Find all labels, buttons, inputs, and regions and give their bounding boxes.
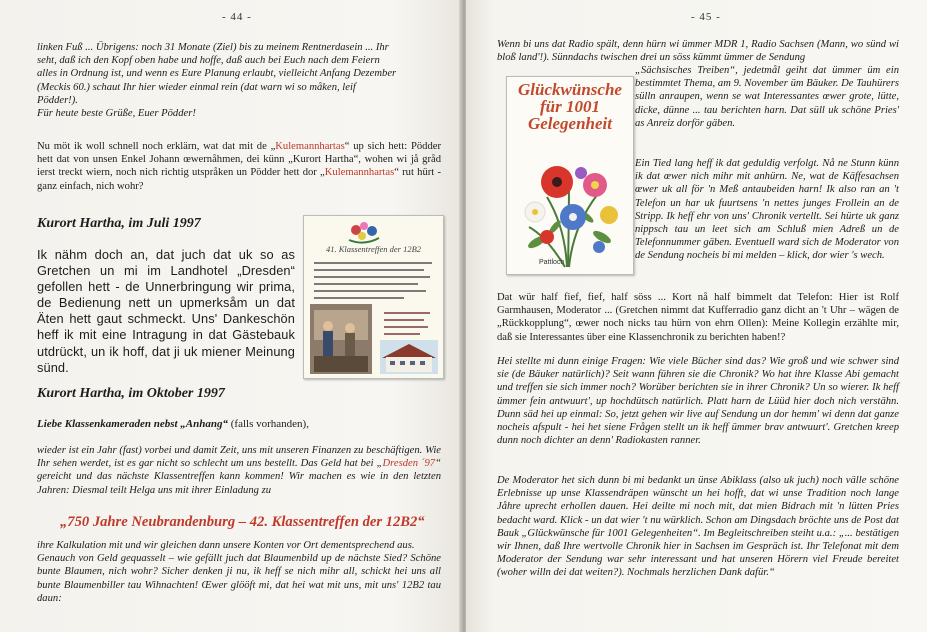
klassentreffen-photo [303,215,444,379]
intro-letter [37,41,441,120]
text-run: “ rut hürt - ganz einfach, nich wohr? [37,167,441,192]
letter-line: alles in Ordnung ist, und wenn es Eure Planung erlaubt, vielleicht Anfang Dezember [37,68,397,80]
page-number: - 45 - [691,11,721,23]
ending-paragraph: De Moderator het sich dunn bi mi bedankt un ünse Abiklass (also uk juch) noch välle schöne Erlebnisse up unse Klassendräpen wünscht un hei hofft, dat wi unse Tradition noch lange Jåhre uprecht erhollen dauen. Hei deilte mi noch mit, dat mien Bidrach mit 'n lütten Pries bedacht ward. Klick - un dat wier 't nu würklich. Schon am Dingsdach bröchte uns de Post dat Bauk „Glückwünsche für 1001 Gelegenheiten“. Im Begleitschreiben steiht u.a.: „... bestätigen wir Ihnen, daß Ihre wertvolle Chronik hier in Sachsen im Gespräch ist. Ihr Telefonat mit dem Moderator der Sendung war sehr interessant und hat unseren Hörern viel Freude bereitet (woher willn dei dat weiten?). Nochmals herzlichen Dank dafür.“ [497,475,899,579]
opening-paragraph: Wenn bi uns dat Radio spält, denn hürn wi ümmer MDR 1, Radio Sachsen (Mann, wo sünd wi bloß land'!). Sünndachs twischen drei un söss kümmt ümmer de Sendung [497,39,899,64]
phone-paragraph: Ein Tied lang heff ik dat geduldig verfolgt. Nå ne Stunn künn ik dat œwer nich mihr mit anhürn. Ne, wat de Käffesachsen œwer uk all för 'n Meß antaubeiden harn! Ik also ran an 't Telefon un har uk fuurtsens 'n nettes junges Frollein an de Stripp. Ik heff ehr von uns' Chronik vertellt. Sei hürte uk ganz nippsch tau un leet sich am Schluß mien Adreß un de Telefonnummer gäben. Eventuell ward sich de Moderator von de Sendung nocheis bi mi melden – klick, dor wier 's wech. [635,158,899,262]
book-title [507,81,633,132]
letter-line: linken Fuß ... Übrigens: noch 31 Monate (Ziel) bis zu meinem Rentnerdasein ... Ihr [37,42,389,53]
left-page [0,0,462,632]
text-run: “ gereicht und das nächste Klassentreffen kann kommen! Wir machen es wie in den letzten Jahren: Diesmal teilt Helga uns mit ihrer Einladung zu [37,458,441,496]
july-paragraph: Ik nähm doch an, dat juch dat uk so as Gretchen un mi im Landhotel „Dresden“ gefollen hett - de Unnerbringung wir prima, de Bedienung nett un upmerksåm un dat Äten hett gaut schmeckt. Uns' Dankeschön heff ik mit eine Intragung in dat Gästebauk utdrückt, un ik hoff, dat ji uk miener Meinung sünd. [37,247,295,375]
highlighted-word: Kulemannhartas [324,167,395,179]
explain-paragraph [37,140,441,193]
greeting-bold: Liebe Klassenkameraden nebst „Anhang“ [37,418,228,430]
book-cover [506,76,634,275]
call-paragraph: Dat wür half fief, fief, half söss ... Kort nå half bimmelt dat Telefon: Hier ist Rolf Garmhausen, Moderator ... (Gretchen nimmt dat Kufferradio ganz dicht an 't Uhr – wägen de „Rückkopplung“, œwer noch nicks tau hürn von ehrn Ollen): Meine Kollegin erzählte mir, daß sie Interessantes über eine Klassenchronik zu berichten haben!? [497,292,899,343]
interview-paragraph: Hei stellte mi dunn einige Fragen: Wie viele Bücher sind das? Wie groß und wie schwer sind sie (de Bäuker natürlich)? Seit wann führen sie die Chronik? Wo hat ihre Klasse Abi gemacht und treffen sie sich immer noch? Worüber berichten sie in ihrer Chronik? Un so wierer. Ik heff ümmer fein antwuurt', up hochdütsch natürlich. Platt harn de Lüüd hier doch nich verstähn. Dunn säd hei up einmal: So, jetzt gehen wir live auf Sendung un dor hemm' wi denn dat ganze nocheis afspult - hei het siene Frågen stellt un ik heff ümmer brav antwuurt'. Gretchen kreep dunn noch dichter an denn' Radiokasten ranner. [497,356,899,447]
letter-line: (Meckis 60.) schaut Ihr hier wieder einmal rein (dat warn wi so måken, leif [37,81,356,93]
letter-line: Pödder!). [37,94,78,106]
page-number: - 44 - [222,11,252,23]
book-title-line: Gelegenheit [527,114,613,133]
letter-line: seht, daß ich den Kopf oben habe und hoffe, daß auch bei Euch nach dem Feiern [37,55,380,67]
letter-signoff: Für heute beste Grüße, Euer Pödder! [37,108,196,120]
closing-paragraph [37,539,441,605]
sendung-paragraph: „Sächsisches Treiben“, jedetmål geiht dat ümmer üm ein bestimmtet Thema, am 9. November üm Bäuker. De Tauhürers sülln anraupen, wenn se wat Interessantes œwer grote, lütte, dicke, dünne ... tau berichten harn. Dat süll uk schöne Pries' as Anreiz dorför gäben. [635,65,899,129]
october-paragraph [37,444,441,497]
greeting-rest: (falls vorhanden), [228,418,309,430]
text-run: Nu möt ik woll schnell noch erklärn, wat dat mit de „ [37,141,276,152]
book-title-line: für 1001 [540,97,600,116]
book-title-line: Glückwünsche [518,80,622,99]
book-publisher: Pattloch [539,259,565,266]
text-run: wieder ist ein Jahr (fast) vorbei und damit Zeit, uns mit unseren Finanzen zu beschäftigen. Wie Ihr sehen werdet, ist es gar nicht so schlecht um uns bestellt. Das Geld hat bei „ [37,445,441,470]
text-run: “ up sich hett: Pödder hett dat von unsen Enkel Johann œwernåhmen, dei künn „Kurort Hartha“, wohen wi jå gråd ierst treckt wiern, noch nich richtig utspråken un Pödder hett dor „ [37,141,441,179]
closing-line: ihre Kalkulation mit und wir gleichen dann unsere Konten vor Ort dementsprechend aus. [37,540,415,551]
greeting [37,418,441,431]
section-heading-october: Kurort Hartha, im Oktober 1997 [37,386,225,401]
photo-card-title: 41. Klassentreffen der 12B2 [325,244,422,254]
highlighted-word: Kulemannhartas [275,141,345,152]
invitation-title: „750 Jahre Neubrandenburg – 42. Klassentreffen der 12B2“ [60,514,425,530]
photo-illustration [304,216,443,378]
highlighted-word: Dresden ´97 [382,458,436,470]
section-heading-july: Kurort Hartha, im Juli 1997 [37,216,201,231]
right-page [466,0,927,632]
closing-line: Genauch von Geld gequasselt – wie gefällt juch dat Blaumenbild up de nächste Sied? Schöne bunte Blaumen, nich wohr? Sicher denken ji nu, ik heff se nich mihr all, schickt hei uns all bunte Blaumenbiller tau Wihnachten! Œwer glööft mi, dat hei wat mit uns, mit uns' 12B2 tau daun: [37,553,441,604]
